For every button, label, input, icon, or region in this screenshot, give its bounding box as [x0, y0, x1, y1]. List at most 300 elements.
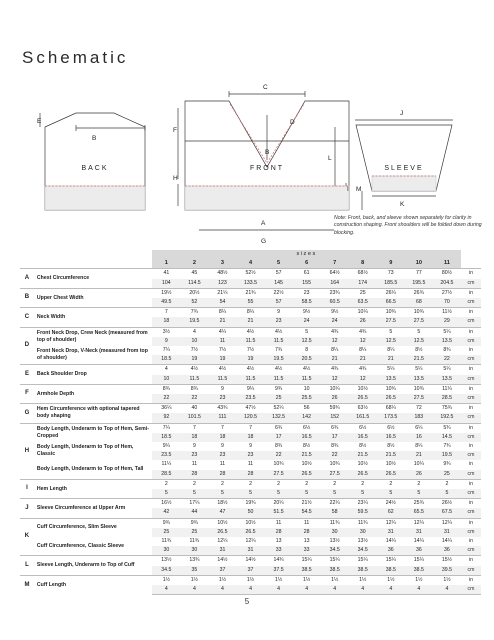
dim-letter-c: C	[263, 84, 268, 91]
table-cell: 68¼	[377, 404, 405, 414]
header-spacer	[34, 250, 152, 259]
table-cell: 10¾	[377, 308, 405, 318]
table-cell: 23	[208, 451, 236, 460]
table-cell: 18	[180, 433, 208, 442]
table-cell: 17	[321, 433, 349, 442]
size-number: 10	[405, 259, 433, 269]
table-cell: 92	[152, 413, 180, 423]
table-cell: 25.5	[293, 394, 321, 404]
table-cell: 27.5	[405, 394, 433, 404]
table-cell: 8¼	[331, 347, 339, 354]
table-cell: 12¼	[377, 518, 405, 528]
table-cell: 36	[377, 546, 405, 556]
table-cell: 1½	[321, 575, 349, 585]
table-cell: 25	[265, 394, 293, 404]
table-cell: 22	[433, 355, 461, 365]
dim-letter-b-front: B	[265, 149, 270, 156]
table-cell: 21¾	[236, 288, 264, 298]
table-row	[20, 404, 481, 414]
size-table	[20, 250, 481, 595]
table-cell: 11	[265, 518, 293, 528]
table-cell: 9	[152, 337, 180, 346]
table-cell: 19¾	[236, 499, 264, 509]
table-cell: 23	[236, 451, 264, 460]
page-number: 5	[244, 597, 250, 606]
table-cell: 11	[208, 337, 236, 346]
table-cell: 5	[405, 327, 433, 337]
table-cell: 26.5	[377, 470, 405, 480]
dim-letter-l: L	[328, 155, 332, 162]
row-unit: in	[461, 404, 481, 414]
table-cell: 5	[349, 489, 377, 499]
table-cell: 21	[377, 355, 405, 365]
table-cell: 21	[349, 355, 377, 365]
table-cell: 5	[377, 327, 405, 337]
table-cell: 4	[265, 585, 293, 595]
table-cell: 7½	[218, 347, 227, 354]
table-cell: 5	[321, 489, 349, 499]
table-cell: 8¾	[180, 384, 208, 394]
row-label: Upper Chest Width	[34, 288, 152, 307]
table-cell: 13½	[357, 538, 368, 545]
table-cell: 11¾	[321, 518, 349, 528]
size-number: 3	[208, 259, 236, 269]
table-cell: 15¼	[321, 556, 349, 566]
table-cell: 142	[293, 413, 321, 423]
row-unit: in	[468, 347, 473, 354]
row-label: Back Shoulder Drop	[34, 365, 152, 384]
row-letter: G	[20, 404, 34, 423]
table-cell: 26½	[433, 499, 461, 509]
row-letter: A	[20, 269, 34, 288]
table-cell: 10¼	[349, 308, 377, 318]
table-cell: 120.5	[236, 413, 264, 423]
table-cell: 73	[377, 269, 405, 279]
table-cell: 61	[293, 269, 321, 279]
row-unit: cm	[461, 394, 481, 404]
table-row	[20, 575, 481, 585]
table-cell: 28	[180, 470, 208, 480]
table-cell: 11¾	[349, 518, 377, 528]
table-cell: 16.5	[293, 433, 321, 442]
table-cell: 7½	[246, 347, 255, 354]
row-unit: in	[468, 443, 473, 450]
table-cell: 2	[349, 479, 377, 489]
table-cell: 21.5	[349, 451, 377, 460]
table-row	[20, 442, 481, 451]
table-cell: 13½	[152, 556, 180, 566]
table-cell: 28.5	[433, 394, 461, 404]
table-cell: 62	[377, 508, 405, 518]
table-cell: 11	[293, 518, 321, 528]
table-cell: 16.5	[349, 433, 377, 442]
table-cell: 38.5	[405, 566, 433, 576]
table-cell: 10½	[357, 461, 368, 468]
table-cell: 10	[152, 375, 180, 385]
table-cell: 4	[349, 585, 377, 595]
row-unit: cm	[461, 433, 481, 442]
table-cell: 8¼	[236, 308, 264, 318]
table-cell: 4¾	[321, 327, 349, 337]
table-cell: 104	[152, 279, 180, 289]
table-cell: 12.5	[405, 337, 433, 346]
table-cell: 12¼	[405, 518, 433, 528]
table-cell: 1½	[236, 575, 264, 585]
table-cell: 7	[208, 423, 236, 433]
table-cell: 23.5	[236, 394, 264, 404]
table-cell: 12.5	[293, 337, 321, 346]
table-cell: 185.5	[377, 279, 405, 289]
table-cell: 14.5	[433, 433, 461, 442]
table-cell: 34.5	[349, 546, 377, 556]
table-cell: 6¼	[405, 423, 433, 433]
table-cell: 5¾	[433, 423, 461, 433]
table-cell: 9¾	[443, 461, 451, 468]
table-cell: 38.5	[321, 566, 349, 576]
table-cell: 4	[321, 585, 349, 595]
table-cell: 2	[180, 479, 208, 489]
table-cell: 59¾	[321, 404, 349, 414]
table-cell: 19½	[152, 288, 180, 298]
dim-letter-g: G	[261, 238, 267, 245]
table-cell: 27.5	[405, 317, 433, 327]
table-cell: 59.5	[349, 508, 377, 518]
dim-letter-d: D	[290, 119, 295, 126]
table-cell: 52	[180, 298, 208, 308]
row-unit: cm	[461, 451, 481, 460]
table-cell: 24	[293, 317, 321, 327]
row-letter: F	[20, 384, 34, 403]
table-cell: 26	[405, 470, 433, 480]
row-unit: cm	[461, 413, 481, 423]
table-cell: 2	[265, 479, 293, 489]
table-cell: 34.5	[321, 546, 349, 556]
table-cell: 4	[152, 585, 180, 595]
table-cell: 23	[208, 394, 236, 404]
row-label: Neck Width	[34, 308, 152, 327]
row-unit: cm	[461, 566, 481, 576]
table-cell: 26¼	[377, 288, 405, 298]
table-cell: 10¾	[405, 308, 433, 318]
table-cell: 7¼	[162, 347, 170, 354]
row-label: Cuff Length	[34, 575, 152, 594]
table-row	[20, 269, 481, 279]
table-cell: 28	[208, 470, 236, 480]
table-cell: 195.5	[405, 279, 433, 289]
table-cell: 7¾	[443, 443, 451, 450]
row-unit: cm	[461, 546, 481, 556]
table-cell: 15¼	[405, 556, 433, 566]
table-cell: 5¼	[433, 365, 461, 375]
table-cell: 9¾	[152, 518, 180, 528]
table-row	[20, 423, 481, 433]
row-unit: cm	[461, 298, 481, 308]
table-cell: 27.5	[377, 317, 405, 327]
table-cell: 145	[265, 279, 293, 289]
table-row	[20, 479, 481, 489]
table-cell: 11¼	[161, 461, 172, 468]
table-cell: 5	[433, 489, 461, 499]
size-number: 8	[349, 259, 377, 269]
table-cell: 36	[405, 546, 433, 556]
table-cell: 7¾	[274, 347, 283, 354]
row-label: Body Length, Underarm to Top of Hem, Tall	[36, 466, 144, 473]
table-cell: 8¼	[208, 308, 236, 318]
table-cell: 41	[152, 269, 180, 279]
table-cell: 5	[293, 489, 321, 499]
row-unit: cm	[461, 355, 481, 365]
table-cell: 5¼	[405, 365, 433, 375]
schematic-note: Note: Front, back, and sleeve shown separately for clarity in construction shaping. Front shoulders will be folded down during blocking.	[334, 215, 482, 236]
table-cell: 10	[293, 384, 321, 394]
table-cell: 11.5	[236, 337, 264, 346]
table-cell: 30	[321, 528, 349, 537]
table-cell: 42	[152, 508, 180, 518]
table-cell: 9	[249, 443, 252, 450]
table-cell: 21.5	[377, 451, 405, 460]
table-cell: 2	[208, 479, 236, 489]
table-cell: 4½	[265, 327, 293, 337]
table-cell: 10½	[385, 461, 396, 468]
row-unit: in	[461, 479, 481, 489]
table-cell: 6¾	[321, 423, 349, 433]
row-unit: in	[461, 499, 481, 509]
table-cell: 18.5	[152, 355, 180, 365]
table-cell: 25¾	[405, 499, 433, 509]
table-cell: 9	[265, 308, 293, 318]
table-cell: 21¼	[208, 288, 236, 298]
table-cell: 12.5	[377, 337, 405, 346]
table-cell: 17¼	[180, 499, 208, 509]
row-unit: in	[461, 518, 481, 528]
table-cell: 34.5	[152, 566, 180, 576]
table-cell: 18	[152, 317, 180, 327]
row-unit: cm	[461, 489, 481, 499]
table-cell: 31	[405, 528, 433, 537]
table-cell: 47	[208, 508, 236, 518]
row-unit: in	[461, 308, 481, 318]
row-unit: in	[461, 556, 481, 566]
table-cell: 38.5	[377, 566, 405, 576]
row-unit: in	[461, 423, 481, 433]
table-cell: 20.5	[293, 355, 321, 365]
front-hem	[185, 186, 349, 210]
table-cell: 18	[236, 433, 264, 442]
table-cell: 19	[180, 355, 208, 365]
table-cell: 70	[433, 298, 461, 308]
row-unit: in	[461, 365, 481, 375]
table-cell: 22¼	[321, 499, 349, 509]
table-cell: 37.5	[265, 566, 293, 576]
table-cell: 4	[236, 585, 264, 595]
table-cell: 13¾	[180, 556, 208, 566]
table-cell: 16.5	[377, 433, 405, 442]
table-cell: 2	[236, 479, 264, 489]
back-hem	[45, 186, 145, 210]
table-cell: 52¼	[265, 404, 293, 414]
table-row	[20, 556, 481, 566]
table-cell: 173.5	[377, 413, 405, 423]
table-cell: 36	[433, 546, 461, 556]
row-letter: J	[20, 499, 34, 518]
table-cell: 9¾	[265, 384, 293, 394]
table-cell: 5	[208, 489, 236, 499]
table-cell: 14¾	[265, 556, 293, 566]
table-cell: 9	[192, 443, 196, 450]
table-cell: 16	[405, 433, 433, 442]
table-cell: 67.5	[433, 508, 461, 518]
table-cell: 18½	[208, 499, 236, 509]
header-spacer	[20, 259, 34, 269]
table-row	[20, 365, 481, 375]
table-cell: 72	[405, 404, 433, 414]
table-cell: 161.5	[349, 413, 377, 423]
table-cell: 4¼	[208, 327, 236, 337]
row-label: Armhole Depth	[34, 384, 152, 403]
table-cell: 20¼	[265, 499, 293, 509]
table-cell: 26	[349, 317, 377, 327]
table-cell: 5¼	[433, 327, 461, 337]
row-letter: I	[20, 479, 34, 498]
table-row	[20, 308, 481, 318]
table-cell: 50	[236, 508, 264, 518]
table-cell: 8¾	[331, 443, 339, 450]
table-cell: 4½	[293, 365, 321, 375]
table-cell: 11¾	[189, 538, 200, 545]
row-unit: cm	[461, 337, 481, 346]
table-row	[20, 460, 481, 469]
size-number: 4	[236, 259, 264, 269]
table-cell: 7	[180, 423, 208, 433]
table-cell: 7¾	[180, 308, 208, 318]
table-cell: 10¼	[413, 461, 424, 468]
table-cell: 15½	[433, 556, 461, 566]
table-cell: 36¼	[152, 404, 180, 414]
table-cell: 10¾	[405, 384, 433, 394]
row-unit: cm	[461, 279, 481, 289]
table-cell: 4	[152, 365, 180, 375]
table-cell: 5¼	[377, 365, 405, 375]
table-cell: 155	[293, 279, 321, 289]
row-letter: B	[20, 288, 34, 307]
table-cell: 63½	[349, 404, 377, 414]
table-cell: 11	[247, 461, 254, 468]
table-cell: 1½	[265, 575, 293, 585]
table-cell: 27½	[433, 288, 461, 298]
table-cell: 17	[265, 433, 293, 442]
table-cell: 8¾	[274, 443, 283, 450]
row-letter: L	[20, 556, 34, 575]
row-label: Hem Circumference with optional tapered body shaping	[34, 404, 152, 423]
row-unit: in	[461, 384, 481, 394]
table-cell: 21	[405, 451, 433, 460]
table-cell: 8¼	[359, 347, 367, 354]
table-cell: 26.5	[377, 394, 405, 404]
table-cell: 26	[321, 394, 349, 404]
table-cell: 12	[321, 337, 349, 346]
table-cell: 164	[321, 279, 349, 289]
table-cell: 26.5	[349, 470, 377, 480]
table-cell: 2	[293, 479, 321, 489]
table-cell: 51.5	[265, 508, 293, 518]
table-cell: 5	[293, 327, 321, 337]
table-cell: 4	[180, 585, 208, 595]
table-cell: 19	[236, 355, 264, 365]
table-cell: 9	[221, 443, 224, 450]
table-cell: 77	[405, 269, 433, 279]
row-letter: C	[20, 308, 34, 327]
table-cell: 174	[349, 279, 377, 289]
table-cell: 8½	[387, 443, 395, 450]
table-cell: 1½	[293, 575, 321, 585]
table-cell: 44	[180, 508, 208, 518]
table-cell: 33	[265, 546, 293, 556]
table-row	[20, 537, 481, 546]
sleeve-label: SLEEVE	[384, 165, 424, 172]
table-cell: 8	[305, 347, 309, 354]
row-label: Body Length, Underarm to Top of Hem, Classic	[36, 444, 134, 458]
table-cell: 60.5	[321, 298, 349, 308]
table-cell: 10½	[208, 518, 236, 528]
dim-letter-m: M	[356, 186, 362, 193]
table-cell: 23	[265, 317, 293, 327]
table-cell: 4	[208, 585, 236, 595]
table-cell: 1½	[377, 575, 405, 585]
table-cell: 114.5	[180, 279, 208, 289]
table-cell: 10¾	[273, 461, 284, 468]
row-letter: D	[20, 327, 34, 365]
table-cell: 7	[152, 308, 180, 318]
dim-letter-k: K	[400, 201, 405, 208]
row-label: Cuff Circumference, Slim Sleeve	[34, 518, 152, 537]
dim-letter-f: F	[173, 127, 177, 134]
table-cell: 11	[191, 461, 198, 468]
row-unit: cm	[461, 317, 481, 327]
table-cell: 39.5	[433, 566, 461, 576]
table-cell: 10	[180, 337, 208, 346]
row-unit: cm	[461, 508, 481, 518]
table-cell: 43¾	[208, 404, 236, 414]
table-cell: 26.5	[236, 528, 264, 537]
sizes-header-row	[20, 250, 481, 259]
table-cell: 75¾	[433, 404, 461, 414]
table-cell: 10¾	[377, 384, 405, 394]
table-cell: 22	[180, 394, 208, 404]
table-cell: 21½	[293, 499, 321, 509]
dim-letter-i: I	[347, 186, 349, 193]
table-cell: 204.5	[433, 279, 461, 289]
table-cell: 7¼	[152, 423, 180, 433]
table-cell: 7½	[190, 347, 199, 354]
table-cell: 23.5	[152, 451, 180, 460]
table-cell: 6½	[293, 423, 321, 433]
row-unit: in	[468, 538, 473, 545]
table-cell: 9¾	[180, 518, 208, 528]
table-cell: 12¼	[245, 538, 256, 545]
row-letter: K	[20, 518, 34, 556]
table-cell: 30	[152, 546, 180, 556]
table-cell: 4¾	[321, 365, 349, 375]
row-unit: cm	[461, 375, 481, 385]
table-cell: 8¼	[415, 443, 423, 450]
row-unit: in	[461, 288, 481, 298]
table-cell: 14½	[236, 556, 264, 566]
table-cell: 29	[433, 317, 461, 327]
row-label: Sleeve Circumference at Upper Arm	[34, 499, 152, 518]
row-label: Sleeve Length, Underarm to Top of Cuff	[34, 556, 152, 575]
table-cell: 8¾	[443, 347, 451, 354]
table-cell: 22½	[265, 288, 293, 298]
